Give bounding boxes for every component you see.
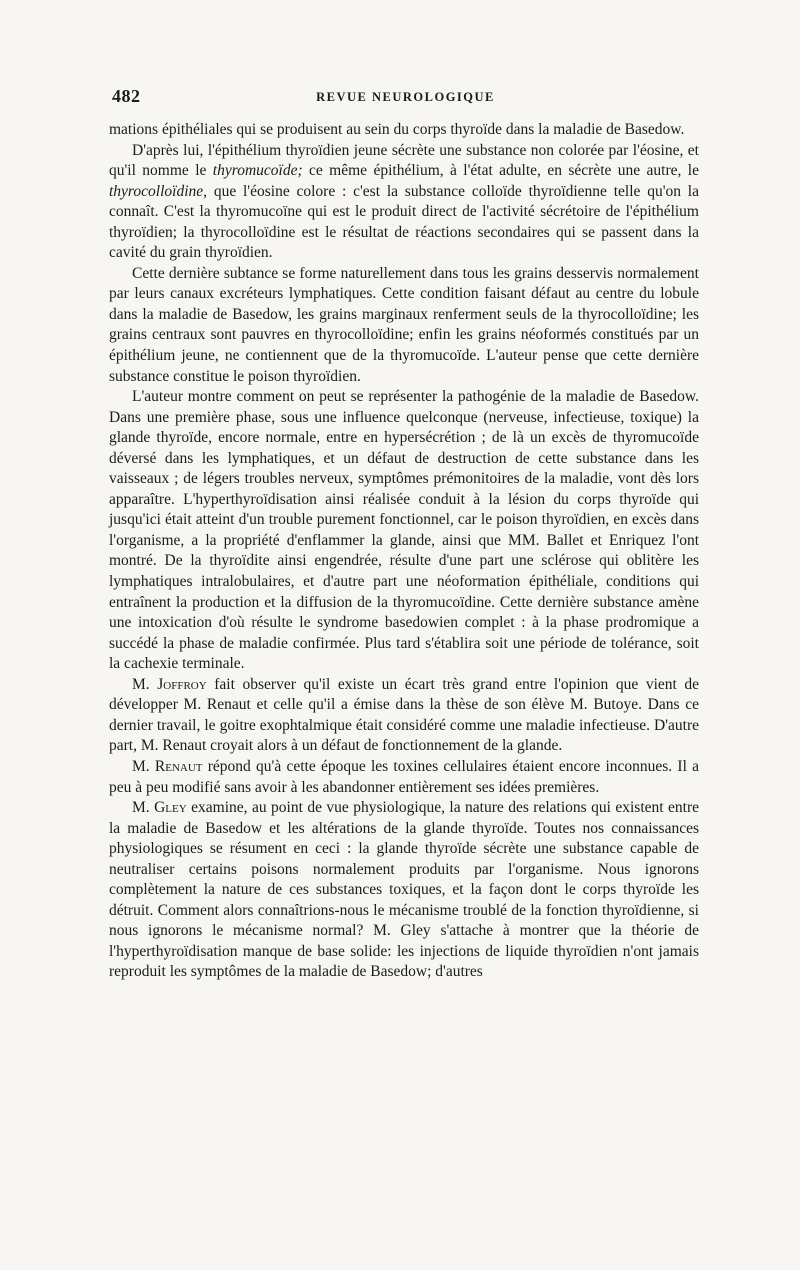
paragraph-7 xyxy=(109,798,699,983)
paragraph-text: L'auteur montre comment on peut se représenter la pathogénie de la maladie de Basedow. Dans une première phase, sous une influence quelconque (nerveuse, infectieuse, toxique) la glande thyroïde, encore normale, entre en hypersécrétion ; de là un excès de thyromucoïde déversé dans les lymphatiques, et un défaut de destruction de cette substance dans les vaisseaux ; de légers troubles nerveux, symptômes prémonitoires de la maladie, vont dès lors apparaître. L'hyperthyroïdisation ainsi réalisée conduit à la lésion du corps thyroïde qui jusqu'ici était atteint d'un trouble purement fonctionnel, car le poison thyroïdien, en excès dans l'organisme, a la propriété d'enflammer la glande, ainsi que MM. Ballet et Enriquez l'ont montré. De la thyroïdite ainsi engendrée, résulte d'une part une sclérose qui oblitère les lymphatiques intralobulaires, et d'autre part une néoformation épithéliale, conditions qui entraînent la production et la diffusion de la thyromucoïdine. Cette dernière substance amène une intoxication d'où résulte le syndrome basedowien complet : à la phase prodromique a succédé la phase de maladie confirmée. Plus tard s'établira soit une période de tolérance, soit la cachexie terminale. xyxy=(109,388,699,673)
paragraph-text: répond qu'à cette époque les toxines cellulaires étaient encore inconnues. Il a peu à peu modifié sans avoir à les abandonner entièrement ses idées premières. xyxy=(109,757,699,796)
paragraph-text: ce même épithélium, à l'état adulte, en sécrète une autre, le xyxy=(302,162,699,180)
paragraph-text: D'après lui, l'épithélium thyroïdien jeune sécrète une substance non colorée par l'éosine, et qu'il nomme le xyxy=(109,141,699,180)
paragraph-text: Cette dernière subtance se forme naturellement dans tous les grains desservis normalement par leurs canaux excréteurs lymphatiques. Cette condition faisant défaut au centre du lobule dans la maladie de Basedow, les grains marginaux renferment seuls de la thyrocolloïdine; les grains centraux sont pauvres en thyrocolloïdine; enfin les grains néoformés constitués par un épithélium jeune, ne contiennent que de la thyromucoïde. L'auteur pense que cette dernière substance constitue le poison thyroïdien. xyxy=(109,264,699,385)
paragraph-6 xyxy=(109,757,699,798)
paragraph-text: examine, au point de vue physiologique, la nature des relations qui existent entre la maladie de Basedow et les altérations de la glande thyroïde. Toutes nos connaissances physiologiques se résument en ceci : la glande thyroïde sécrète une substance capable de neutraliser certains poisons normalement produits par l'organisme. Nous ignorons complètement la nature de ces substances toxiques, et la façon dont le corps thyroïde les détruit. Comment alors connaîtrions-nous le mécanisme troublé de la fonction thyroïdienne, si nous ignorons le mécanisme normal? M. Gley s'attache à montrer que la théorie de l'hyperthyroïdisation manque de base solide: les injections de liquide thyroïdien n'ont jamais reproduit les symptômes de la maladie de Basedow; d'autres xyxy=(109,799,700,981)
speaker-name: M. Joffroy xyxy=(132,675,207,693)
speaker-name: M. Gley xyxy=(132,799,187,817)
paragraph-text: mations épithéliales qui se produisent au sein du corps thyroïde dans la maladie de Basedow. xyxy=(109,121,685,138)
paragraph-1 xyxy=(109,120,699,141)
running-head: REVUE NEUROLOGIQUE xyxy=(316,90,495,104)
paragraph-5 xyxy=(109,675,699,757)
speaker-name: M. Renaut xyxy=(132,757,203,775)
paragraph-text: que l'éosine colore : c'est la substance colloïde thyroïdienne telle qu'on la connaît. C'est la thyromucoïne qui est le produit direct de l'activité sécrétoire de l'épithélium thyroïdien; la thyrocolloïdine est le résultat de réactions secondaires qui se passent dans la cavité du grain thyroïdien. xyxy=(109,182,699,262)
paragraph-3 xyxy=(109,264,699,387)
page-header xyxy=(112,86,699,110)
paragraph-2 xyxy=(109,141,699,264)
paragraph-text: fait observer qu'il existe un écart très grand entre l'opinion que vient de développer M. Renaut et celle qu'il a émise dans la thèse de son élève M. Butoye. Dans ce dernier travail, le goitre exophtalmique était considéré comme une maladie infectieuse. D'autre part, M. Renaut croyait alors à un défaut de fonctionnement de la glande. xyxy=(109,675,700,755)
term-thyrocolloidine: thyrocolloïdine, xyxy=(109,182,208,200)
page-number: 482 xyxy=(112,86,141,106)
term-thyromucoide: thyromucoïde; xyxy=(212,162,303,180)
body-text xyxy=(109,120,699,983)
paragraph-4 xyxy=(109,387,699,675)
